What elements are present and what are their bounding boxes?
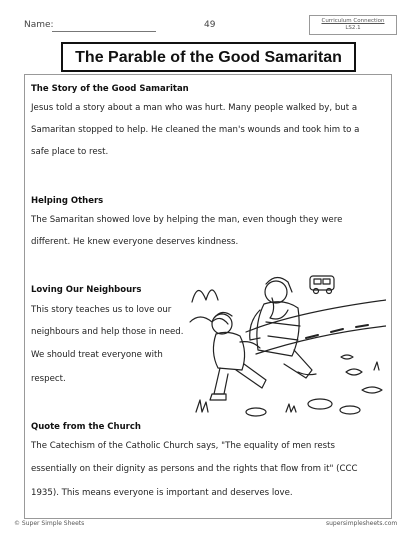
section-line: Samaritan stopped to help. He cleaned the man's wounds and took him to a	[31, 125, 360, 135]
page-title: The Parable of the Good Samaritan	[75, 49, 342, 66]
page-title-box	[61, 42, 356, 72]
section-line: neighbours and help those in need.	[31, 327, 184, 337]
section-line: different. He knew everyone deserves kindness.	[31, 237, 239, 247]
section-line: safe place to rest.	[31, 147, 109, 157]
name-label: Name:	[24, 20, 54, 30]
curriculum-connection-title: Curriculum Connection	[321, 18, 385, 24]
section-line: We should treat everyone with	[31, 350, 163, 360]
section-line: The Samaritan showed love by helping the man, even though they were	[31, 215, 343, 225]
section-heading: The Story of the Good Samaritan	[31, 84, 189, 94]
section-heading: Loving Our Neighbours	[31, 285, 142, 295]
footer-copyright: © Super Simple Sheets	[14, 520, 85, 527]
section-heading: Helping Others	[31, 196, 104, 206]
name-line[interactable]	[52, 31, 156, 32]
section-line: Jesus told a story about a man who was hurt. Many people walked by, but a	[31, 103, 358, 113]
section-line: respect.	[31, 374, 66, 384]
section-line: 1935). This means everyone is important and deserves love.	[31, 488, 293, 498]
section-line: essentially on their dignity as persons and the rights that flow from it" (CCC	[31, 464, 358, 474]
section-line: The Catechism of the Catholic Church says, "The equality of men rests	[31, 441, 336, 451]
section-line: This story teaches us to love our	[31, 305, 172, 315]
curriculum-connection-box	[309, 15, 397, 35]
section-heading: Quote from the Church	[31, 422, 141, 432]
samaritan-helping-man-illustration	[186, 262, 386, 422]
page-number: 49	[204, 20, 216, 30]
footer-website: supersimplesheets.com	[326, 520, 398, 527]
curriculum-code: LS2.1	[345, 25, 361, 31]
